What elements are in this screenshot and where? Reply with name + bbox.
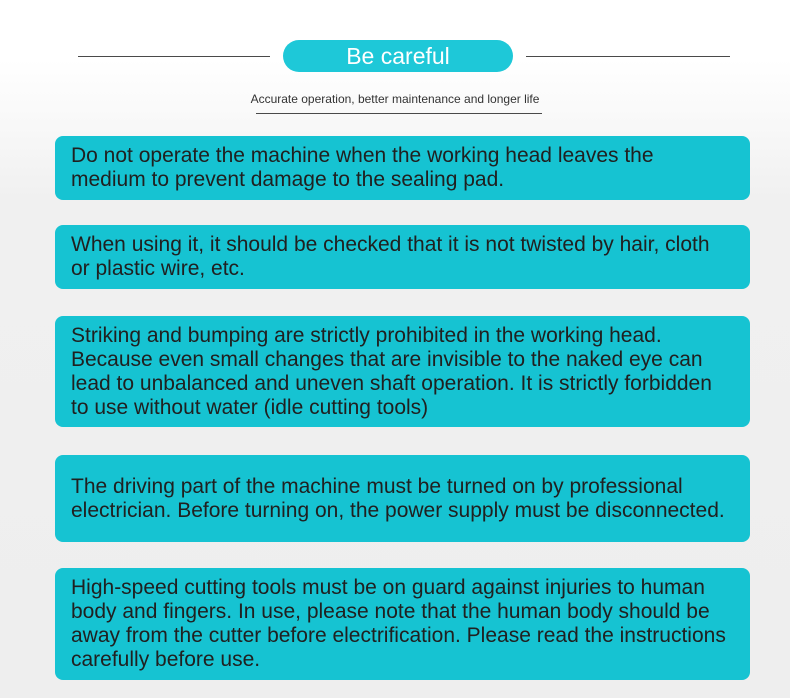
subtitle-underline	[256, 113, 542, 114]
notice-card	[55, 136, 750, 200]
header-rule-right	[526, 56, 730, 57]
header-rule-left	[78, 56, 270, 57]
notice-card	[55, 568, 750, 680]
notice-text: When using it, it should be checked that it is not twisted by hair, cloth or plastic wire, etc.	[71, 233, 710, 280]
section-header	[0, 0, 790, 130]
notice-text: Striking and bumping are strictly prohibited in the working head. Because even small changes that are invisible to the naked eye can lead to unbalanced and uneven shaft operation. It is strictly forbidden to use without water (idle cutting tools)	[71, 323, 712, 419]
section-subtitle: Accurate operation, better maintenance and longer life	[250, 92, 540, 106]
notice-text: High-speed cutting tools must be on guard against injuries to human body and fingers. In use, please note that the human body should be away from the cutter before electrification. Please read the instructions carefully before use.	[71, 576, 726, 671]
notice-card	[55, 316, 750, 427]
notice-card	[55, 225, 750, 289]
notice-text: Do not operate the machine when the working head leaves the medium to prevent damage to the sealing pad.	[71, 144, 654, 191]
section-title: Be careful	[283, 40, 513, 72]
notice-text: The driving part of the machine must be turned on by professional electrician. Before turning on, the power supply must be disconnected.	[71, 474, 725, 522]
notice-card	[55, 455, 750, 542]
